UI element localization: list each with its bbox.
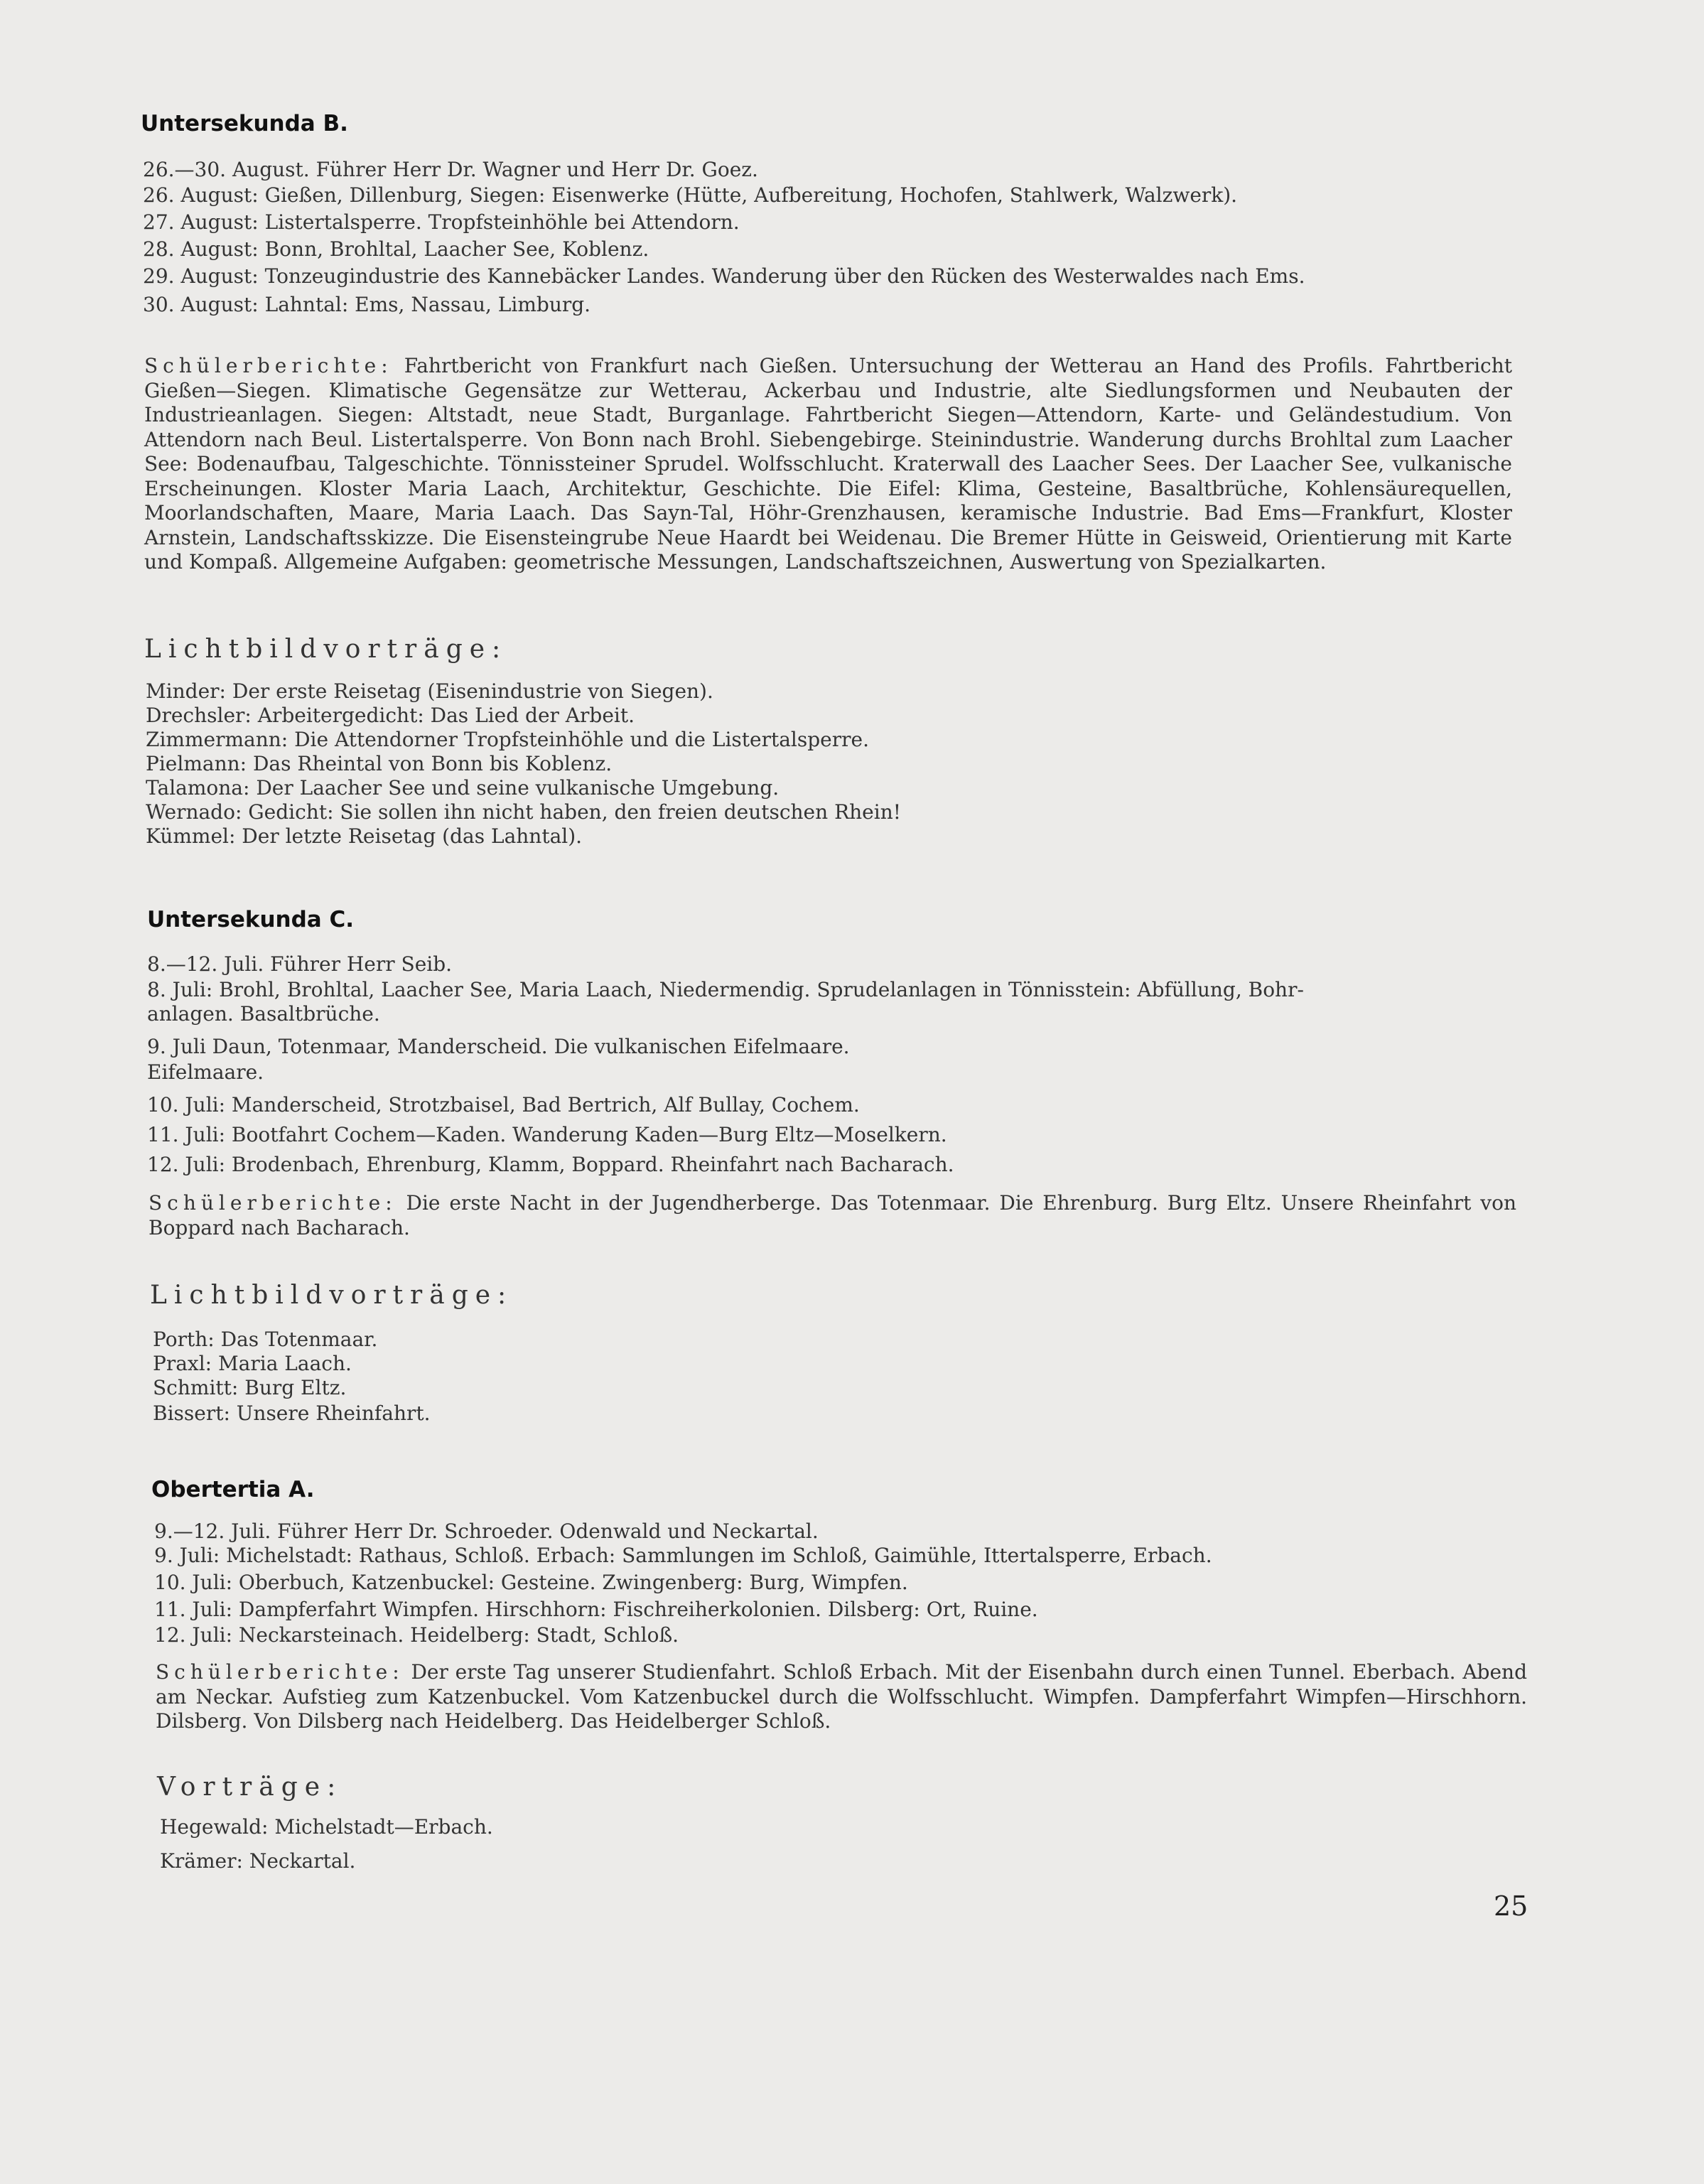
section-heading-obertertia-a: Obertertia A. (151, 1477, 315, 1502)
student-reports-text: Die erste Nacht in der Jugendherberge. Das Totenmaar. Die Ehrenburg. Burg Eltz. Unsere Rheinfahrt von Boppard nach Bacharach. (149, 1191, 1516, 1239)
itinerary-line: 28. August: Bonn, Brohltal, Laacher See, Koblenz. (143, 237, 649, 261)
itinerary-line: 26.—30. August. Führer Herr Dr. Wagner und Herr Dr. Goez. (143, 158, 758, 181)
student-reports-paragraph (149, 1191, 1516, 1240)
student-reports-paragraph (144, 354, 1512, 575)
talk-item: Porth: Das Totenmaar. (153, 1328, 378, 1351)
slide-talks-label: Lichtbildvorträge: (150, 1281, 514, 1310)
itinerary-line: 10. Juli: Manderscheid, Strotzbaisel, Bad Bertrich, Alf Bullay, Cochem. (147, 1093, 860, 1117)
talk-item: Kümmel: Der letzte Reisetag (das Lahntal). (146, 824, 583, 848)
itinerary-line: 8.—12. Juli. Führer Herr Seib. (147, 952, 453, 976)
itinerary-line: 9.—12. Juli. Führer Herr Dr. Schroeder. Odenwald und Neckartal. (154, 1519, 819, 1543)
student-reports-text: Der erste Tag unserer Studienfahrt. Schloß Erbach. Mit der Eisenbahn durch einen Tunnel. Eberbach. Abend am Neckar. Aufstieg zum Katzenbuckel. Vom Katzenbuckel durch die Wolfsschlucht. Wimpfen. Dampferfahrt Wimpfen—Hirschhorn. Dilsberg. Von Dilsberg nach Heidelberg. Das Heidelberger Schloß. (156, 1660, 1527, 1733)
itinerary-line: 11. Juli: Dampferfahrt Wimpfen. Hirschhorn: Fischreiherkolonien. Dilsberg: Ort, Ruine. (154, 1598, 1038, 1621)
talk-item: Bissert: Unsere Rheinfahrt. (153, 1402, 431, 1425)
talk-item: Talamona: Der Laacher See und seine vulkanische Umgebung. (146, 776, 780, 800)
section-heading-untersekunda-c: Untersekunda C. (147, 907, 355, 932)
talk-item: Wernado: Gedicht: Sie sollen ihn nicht haben, den freien deutschen Rhein! (146, 800, 901, 824)
itinerary-line: 27. August: Listertalsperre. Tropfsteinhöhle bei Attendorn. (143, 210, 740, 234)
itinerary-line: 9. Juli Daun, Totenmaar, Manderscheid. Die vulkanischen Eifelmaare. (147, 1035, 850, 1058)
itinerary-line: 12. Juli: Neckarsteinach. Heidelberg: Stadt, Schloß. (154, 1623, 679, 1647)
itinerary-line: Eifelmaare. (147, 1060, 264, 1084)
talk-item: Zimmermann: Die Attendorner Tropfsteinhöhle und die Listertalsperre. (146, 728, 869, 751)
slide-talks-label: Lichtbildvorträge: (144, 635, 508, 664)
talks-label: Vorträge: (157, 1773, 343, 1802)
talk-item: Krämer: Neckartal. (160, 1849, 356, 1873)
talk-item: Hegewald: Michelstadt—Erbach. (160, 1815, 493, 1839)
talk-item: Drechsler: Arbeitergedicht: Das Lied der Arbeit. (146, 704, 635, 727)
talk-item: Schmitt: Burg Eltz. (153, 1376, 347, 1399)
student-reports-paragraph (156, 1660, 1527, 1734)
student-reports-label: Schülerberichte: (144, 354, 393, 377)
page-number: 25 (1494, 1890, 1528, 1922)
itinerary-line: anlagen. Basaltbrüche. (147, 1002, 380, 1026)
talk-item: Pielmann: Das Rheintal von Bonn bis Koblenz. (146, 752, 613, 775)
talk-item: Praxl: Maria Laach. (153, 1352, 352, 1375)
itinerary-line: 29. August: Tonzeugindustrie des Kannebäcker Landes. Wanderung über den Rücken des Westerwaldes nach Ems. (143, 264, 1305, 288)
talk-item: Minder: Der erste Reisetag (Eisenindustrie von Siegen). (146, 679, 713, 703)
section-heading-untersekunda-b: Untersekunda B. (141, 111, 348, 136)
itinerary-line: 12. Juli: Brodenbach, Ehrenburg, Klamm, Boppard. Rheinfahrt nach Bacharach. (147, 1153, 954, 1176)
itinerary-line: 8. Juli: Brohl, Brohltal, Laacher See, Maria Laach, Niedermendig. Sprudelanlagen in Tönnisstein: Abfüllung, Bohr- (147, 978, 1304, 1001)
student-reports-text: Fahrtbericht von Frankfurt nach Gießen. Untersuchung der Wetterau an Hand des Profils. Fahrtbericht Gießen—Siegen. Klimatische Gegensätze zur Wetterau, Ackerbau und Industrie, alte Siedlungsformen und Neubauten der Industrieanlagen. Siegen: Altstadt, neue Stadt, Burganlage. Fahrtbericht Siegen—Attendorn, Karte- und Geländestudium. Von Attendorn nach Beul. Listertalsperre. Von Bonn nach Brohl. Siebengebirge. Steinindustrie. Wanderung durchs Brohltal zum Laacher See: Bodenaufbau, Talgeschichte. Tönnissteiner Sprudel. Wolfsschlucht. Kraterwall des Laacher Sees. Der Laacher See, vulkanische Erscheinungen. Kloster Maria Laach, Architektur, Geschichte. Die Eifel: Klima, Gesteine, Basaltbrüche, Kohlensäurequellen, Moorlandschaften, Maare, Maria Laach. Das Sayn-Tal, Höhr-Grenzhausen, keramische Industrie. Bad Ems—Frankfurt, Kloster Arnstein, Landschaftsskizze. Die Eisensteingrube Neue Haardt bei Weidenau. Die Bremer Hütte in Geisweid, Orientierung mit Karte und Kompaß. Allgemeine Aufgaben: geometrische Messungen, Landschaftszeichnen, Auswertung von Spezialkarten. (144, 354, 1512, 574)
student-reports-label: Schülerberichte: (149, 1191, 397, 1215)
student-reports-label: Schülerberichte: (156, 1660, 404, 1684)
itinerary-line: 9. Juli: Michelstadt: Rathaus, Schloß. Erbach: Sammlungen im Schloß, Gaimühle, Ittertalsperre, Erbach. (154, 1544, 1212, 1567)
itinerary-line: 30. August: Lahntal: Ems, Nassau, Limburg. (143, 293, 591, 316)
itinerary-line: 26. August: Gießen, Dillenburg, Siegen: Eisenwerke (Hütte, Aufbereitung, Hochofen, Stahlwerk, Walzwerk). (143, 183, 1238, 207)
itinerary-line: 10. Juli: Oberbuch, Katzenbuckel: Gesteine. Zwingenberg: Burg, Wimpfen. (154, 1571, 908, 1594)
itinerary-line: 11. Juli: Bootfahrt Cochem—Kaden. Wanderung Kaden—Burg Eltz—Moselkern. (147, 1123, 947, 1146)
